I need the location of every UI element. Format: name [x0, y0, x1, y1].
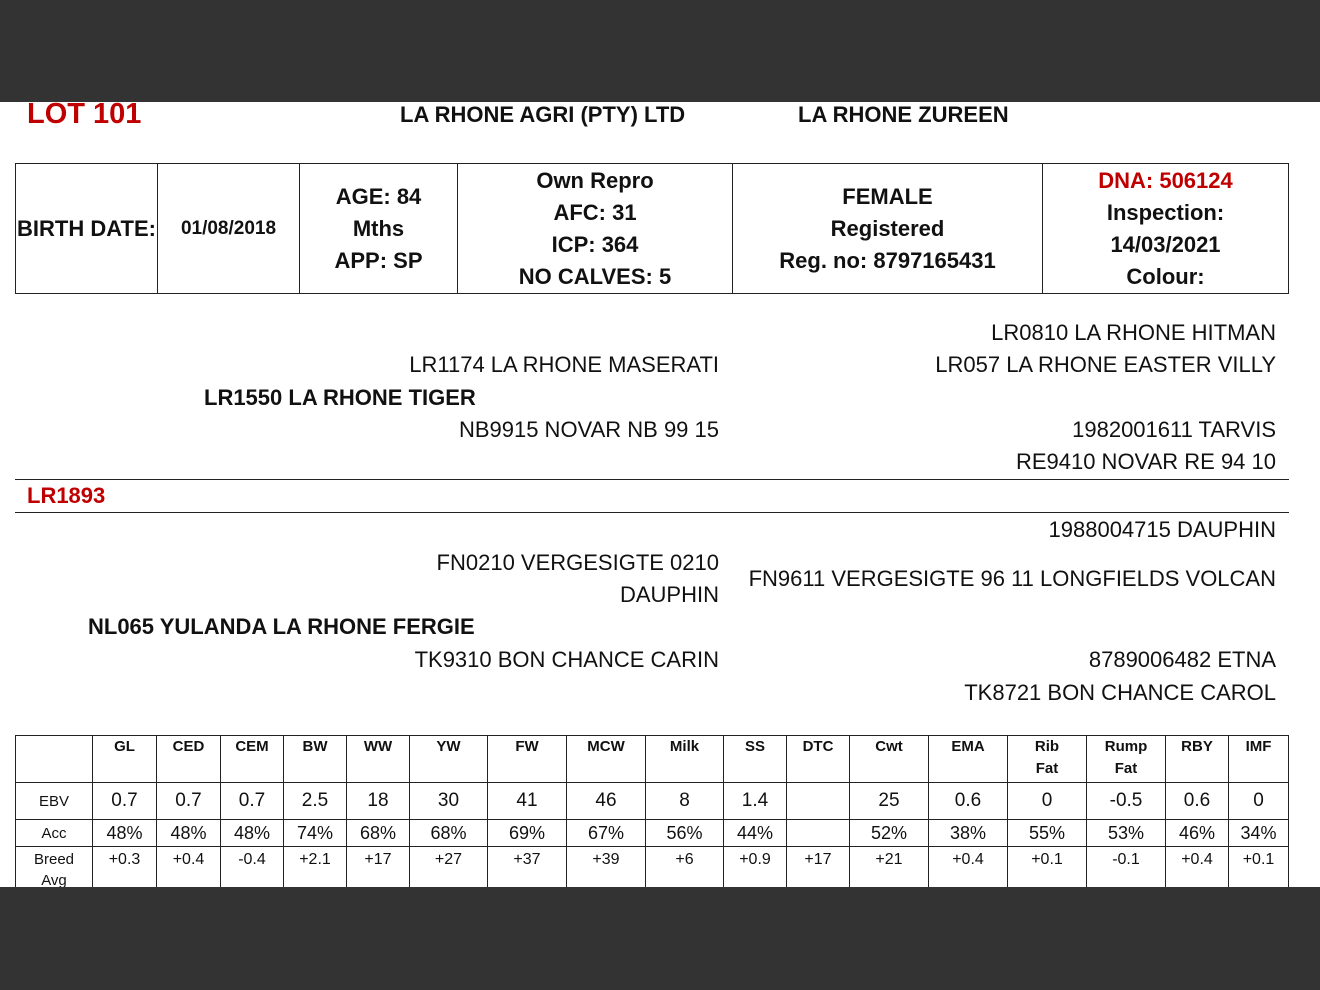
ebv-header-label: Milk	[669, 738, 700, 755]
ebv-header-row	[16, 736, 1289, 783]
age-value: AGE: 84	[335, 183, 422, 209]
ebv-header-cell	[157, 736, 221, 783]
ebv-cell: 69%	[488, 820, 567, 847]
own-repro-label: Own Repro	[536, 167, 654, 193]
ebv-cell: +2.1	[284, 847, 347, 888]
ebv-cell: -0.4	[221, 847, 284, 888]
ebv-header-cell	[1087, 736, 1166, 783]
ebv-header-label: BW	[302, 738, 328, 755]
age-cell	[300, 164, 458, 294]
app-value: APP: SP	[334, 247, 423, 273]
dam-dam: TK9310 BON CHANCE CARIN	[414, 647, 719, 672]
inspection-date: 14/03/2021	[1110, 231, 1221, 257]
inspection-label: Inspection:	[1106, 199, 1225, 225]
ebv-corner-cell	[16, 736, 93, 783]
afc-value: AFC: 31	[553, 199, 637, 225]
ebv-cell: +6	[646, 847, 724, 888]
ebv-cell: 1.4	[724, 783, 787, 820]
ebv-cell: +0.4	[929, 847, 1008, 888]
ebv-header-cell	[646, 736, 724, 783]
sire-sire: LR1174 LA RHONE MASERATI	[409, 352, 719, 377]
info-table	[15, 163, 1289, 294]
ebv-header-label: CEM	[235, 738, 269, 755]
ebv-header-cell	[284, 736, 347, 783]
sire: LR1550 LA RHONE TIGER	[204, 385, 476, 410]
animal-name: LA RHONE ZUREEN	[798, 102, 1009, 127]
dna-number: DNA: 506124	[1098, 167, 1233, 193]
ebv-header-label: IMF	[1245, 738, 1272, 755]
dam-sire-dam: FN9611 VERGESIGTE 96 11 LONGFIELDS VOLCAN	[748, 566, 1276, 591]
ebv-cell: 48%	[157, 820, 221, 847]
ebv-header-cell	[221, 736, 284, 783]
ebv-header-label: SS	[744, 738, 765, 755]
divider-top	[15, 479, 1289, 480]
ebv-cell: +27	[410, 847, 488, 888]
ebv-cell: 18	[347, 783, 410, 820]
dam-dam-dam: TK8721 BON CHANCE CAROL	[964, 680, 1276, 705]
ebv-header-cell	[347, 736, 410, 783]
ebv-cell: 0.7	[221, 783, 284, 820]
ebv-cell: 74%	[284, 820, 347, 847]
bottom-dark-bar	[0, 887, 1320, 990]
ebv-cell: 46	[567, 783, 646, 820]
ebv-cell: 41	[488, 783, 567, 820]
age-unit: Mths	[352, 215, 405, 241]
ebv-cell: 0.7	[157, 783, 221, 820]
sire-sire-sire: LR0810 LA RHONE HITMAN	[991, 320, 1276, 345]
ebv-row	[16, 783, 1289, 820]
animal-id: LR1893	[27, 483, 106, 508]
dam-sire-sire: 1988004715 DAUPHIN	[1048, 517, 1276, 542]
ebv-cell: 0	[1008, 783, 1087, 820]
birth-date-value: 01/08/2018	[158, 164, 300, 294]
ebv-row-label	[16, 783, 93, 820]
sire-dam: NB9915 NOVAR NB 99 15	[458, 417, 719, 442]
ebv-cell: 56%	[646, 820, 724, 847]
top-dark-bar	[0, 0, 1320, 102]
ebv-cell: 67%	[567, 820, 646, 847]
ebv-header-cell	[724, 736, 787, 783]
ebv-cell: 30	[410, 783, 488, 820]
ebv-cell: 53%	[1087, 820, 1166, 847]
ebv-row	[16, 847, 1289, 888]
ebv-header-cell	[1166, 736, 1229, 783]
no-calves-value: NO CALVES: 5	[518, 263, 672, 289]
ebv-header-label: Rib	[1034, 738, 1060, 755]
ebv-header-label: Cwt	[875, 738, 903, 755]
ebv-cell: 0.7	[93, 783, 157, 820]
sex-value: FEMALE	[842, 183, 933, 209]
ebv-cell: 48%	[221, 820, 284, 847]
icp-value: ICP: 364	[551, 231, 639, 257]
ebv-header-label: GL	[114, 738, 135, 755]
lot-page	[0, 102, 1320, 887]
ebv-header-label: FW	[515, 738, 539, 755]
sire-dam-sire: 1982001611 TARVIS	[1072, 417, 1276, 442]
owner-name: LA RHONE AGRI (PTY) LTD	[400, 102, 686, 127]
ebv-header-cell	[488, 736, 567, 783]
ebv-cell: +0.3	[93, 847, 157, 888]
ebv-row-label-line1: Breed	[33, 851, 75, 868]
colour-label: Colour:	[1126, 263, 1205, 289]
ebv-row-label	[16, 847, 93, 888]
ebv-cell: 46%	[1166, 820, 1229, 847]
ebv-header-label-line2: Fat	[1114, 760, 1138, 777]
repro-cell	[458, 164, 733, 294]
ebv-header-cell	[410, 736, 488, 783]
ebv-header-cell	[567, 736, 646, 783]
ebv-cell: 8	[646, 783, 724, 820]
ebv-cell: 52%	[850, 820, 929, 847]
ebv-cell: +39	[567, 847, 646, 888]
ebv-cell: +0.1	[1008, 847, 1087, 888]
ebv-cell: +21	[850, 847, 929, 888]
ebv-cell: +0.9	[724, 847, 787, 888]
ebv-header-cell	[850, 736, 929, 783]
ebv-header-label: CED	[172, 738, 205, 755]
ebv-header-cell	[1008, 736, 1087, 783]
ebv-header-label: MCW	[587, 738, 625, 755]
ebv-header-label: DTC	[802, 738, 834, 755]
sire-sire-dam: LR057 LA RHONE EASTER VILLY	[935, 352, 1276, 377]
ebv-cell: 25	[850, 783, 929, 820]
ebv-header-label: WW	[363, 738, 393, 755]
ebv-row-label-line2: Avg	[41, 872, 67, 887]
dam-sire-line2: DAUPHIN	[619, 582, 719, 607]
ebv-cell: 2.5	[284, 783, 347, 820]
ebv-cell: 68%	[347, 820, 410, 847]
ebv-row-label-line1: EBV	[38, 792, 69, 810]
ebv-header-cell	[93, 736, 157, 783]
ebv-header-cell	[1229, 736, 1289, 783]
ebv-cell: 68%	[410, 820, 488, 847]
ebv-row-label	[16, 820, 93, 847]
birth-date-label: BIRTH DATE:	[16, 164, 158, 294]
ebv-header-label-line2: Fat	[1035, 760, 1059, 777]
registered-status: Registered	[830, 215, 945, 241]
ebv-cell: 38%	[929, 820, 1008, 847]
ebv-cell: 44%	[724, 820, 787, 847]
ebv-body	[16, 783, 1289, 888]
dam-sire-line1: FN0210 VERGESIGTE 0210	[436, 550, 719, 575]
ebv-cell: -0.5	[1087, 783, 1166, 820]
ebv-row	[16, 820, 1289, 847]
ebv-row-label-line1: Acc	[41, 824, 67, 842]
ebv-cell: +0.4	[1166, 847, 1229, 888]
sire-dam-dam: RE9410 NOVAR RE 94 10	[1015, 449, 1276, 474]
ebv-header-label: Rump	[1104, 738, 1148, 755]
ebv-cell: 48%	[93, 820, 157, 847]
registration-cell	[733, 164, 1043, 294]
ebv-cell	[787, 820, 850, 847]
ebv-cell: -0.1	[1087, 847, 1166, 888]
ebv-cell: 0	[1229, 783, 1289, 820]
dam: NL065 YULANDA LA RHONE FERGIE	[88, 614, 475, 639]
ebv-header-label: EMA	[951, 738, 985, 755]
ebv-cell: +37	[488, 847, 567, 888]
ebv-cell: +17	[787, 847, 850, 888]
lot-number: LOT 101	[27, 102, 142, 130]
ebv-cell: 0.6	[929, 783, 1008, 820]
ebv-cell	[787, 783, 850, 820]
ebv-cell: 0.6	[1166, 783, 1229, 820]
ebv-cell: +17	[347, 847, 410, 888]
ebv-cell: 34%	[1229, 820, 1289, 847]
ebv-header-label: YW	[436, 738, 461, 755]
ebv-header-cell	[929, 736, 1008, 783]
ebv-header-cell	[787, 736, 850, 783]
reg-number: Reg. no: 8797165431	[779, 247, 996, 273]
ebv-header-label: RBY	[1181, 738, 1213, 755]
ebv-table	[15, 735, 1289, 887]
ebv-cell: +0.4	[157, 847, 221, 888]
divider-bottom	[15, 512, 1289, 513]
dna-cell	[1043, 164, 1289, 294]
dam-dam-sire: 8789006482 ETNA	[1088, 647, 1276, 672]
ebv-cell: +0.1	[1229, 847, 1289, 888]
ebv-cell: 55%	[1008, 820, 1087, 847]
